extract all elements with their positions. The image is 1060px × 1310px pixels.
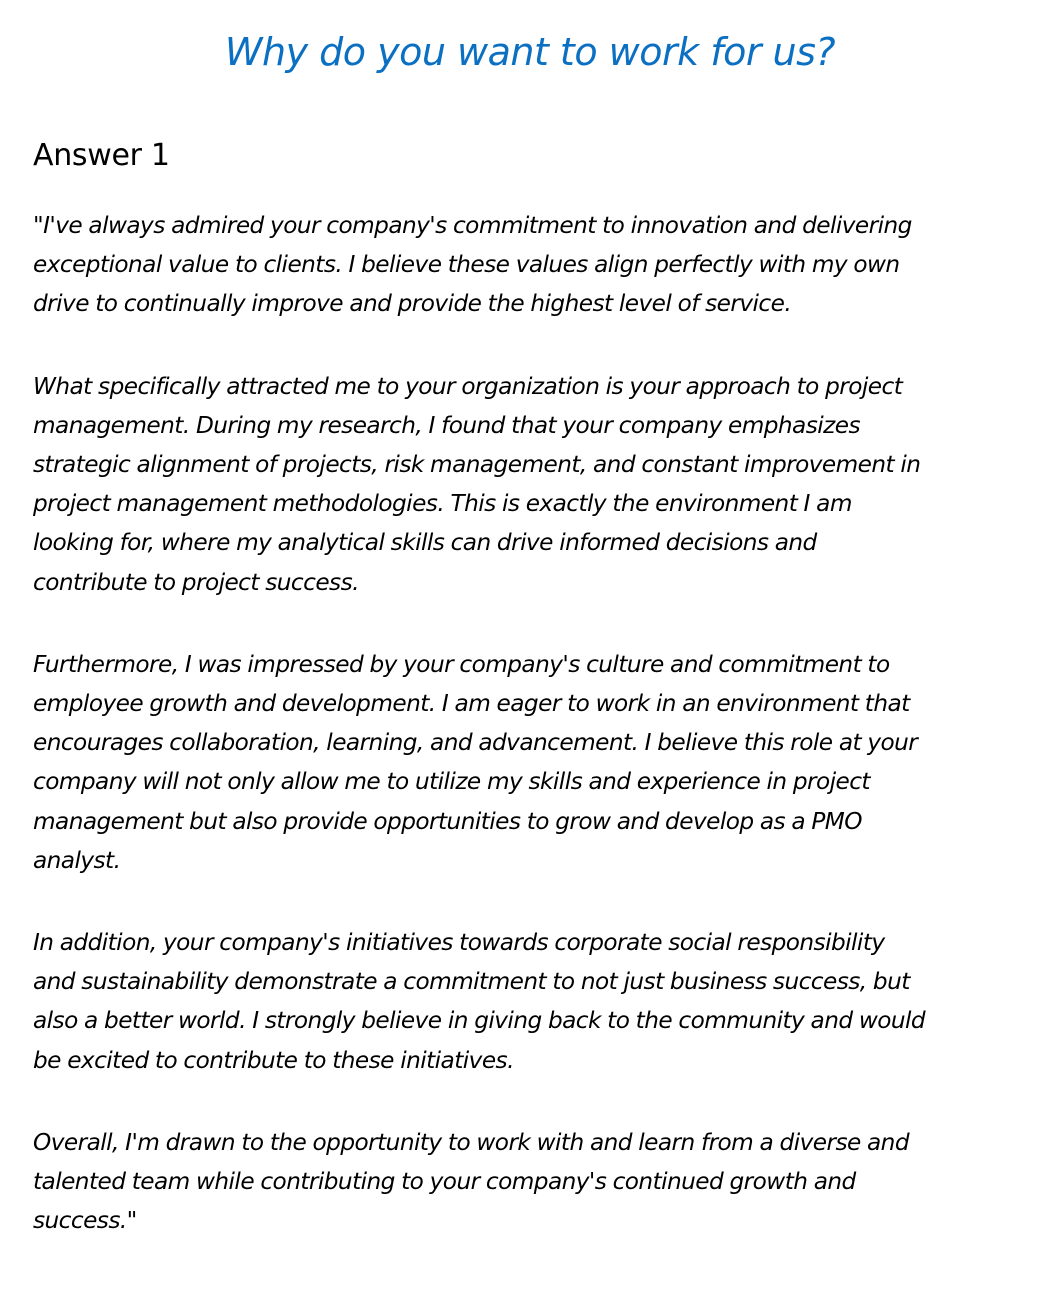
page-title: Why do you want to work for us? (224, 30, 836, 74)
text-line: be excited to contribute to these initiatives. (33, 1046, 514, 1074)
text-line: success." (33, 1207, 137, 1235)
text-line: looking for, where my analytical skills can drive informed decisions and (33, 529, 817, 557)
text-line: exceptional value to clients. I believe these values align perfectly with my own (33, 251, 900, 279)
text-line: management but also provide opportunities to grow and develop as a PMO (33, 807, 862, 835)
text-line: "I've always admired your company's commitment to innovation and delivering (33, 212, 912, 239)
paragraph-intro (33, 206, 1033, 324)
text-line: In addition, your company's initiatives towards corporate social responsibility (33, 929, 885, 957)
text-line: analyst. (33, 846, 121, 874)
text-line: contribute to project success. (33, 568, 359, 596)
text-line: strategic alignment of projects, risk management, and constant improvement in (33, 451, 921, 479)
text-line: also a better world. I strongly believe in giving back to the community and would (33, 1007, 926, 1035)
answer-heading: Answer 1 (33, 138, 170, 173)
paragraph-culture (33, 645, 1033, 880)
text-line: project management methodologies. This is exactly the environment I am (33, 490, 852, 518)
paragraph-project-management (33, 367, 1033, 602)
text-line: Furthermore, I was impressed by your company's culture and commitment to (33, 650, 890, 678)
text-line: drive to continually improve and provide the highest level of service. (33, 290, 792, 318)
answer-body (33, 206, 1033, 1283)
text-line: company will not only allow me to utilize my skills and experience in project (33, 768, 870, 796)
text-line: and sustainability demonstrate a commitment to not just business success, but (33, 968, 910, 996)
paragraph-conclusion (33, 1123, 1033, 1241)
text-line: management. During my research, I found that your company emphasizes (33, 411, 860, 439)
paragraph-csr (33, 923, 1033, 1080)
text-line: Overall, I'm drawn to the opportunity to work with and learn from a diverse and (33, 1128, 909, 1156)
text-line: What specifically attracted me to your organization is your approach to project (33, 372, 903, 400)
text-line: encourages collaboration, learning, and advancement. I believe this role at your (33, 729, 918, 757)
text-line: employee growth and development. I am eager to work in an environment that (33, 690, 910, 718)
text-line: talented team while contributing to your company's continued growth and (33, 1168, 856, 1196)
